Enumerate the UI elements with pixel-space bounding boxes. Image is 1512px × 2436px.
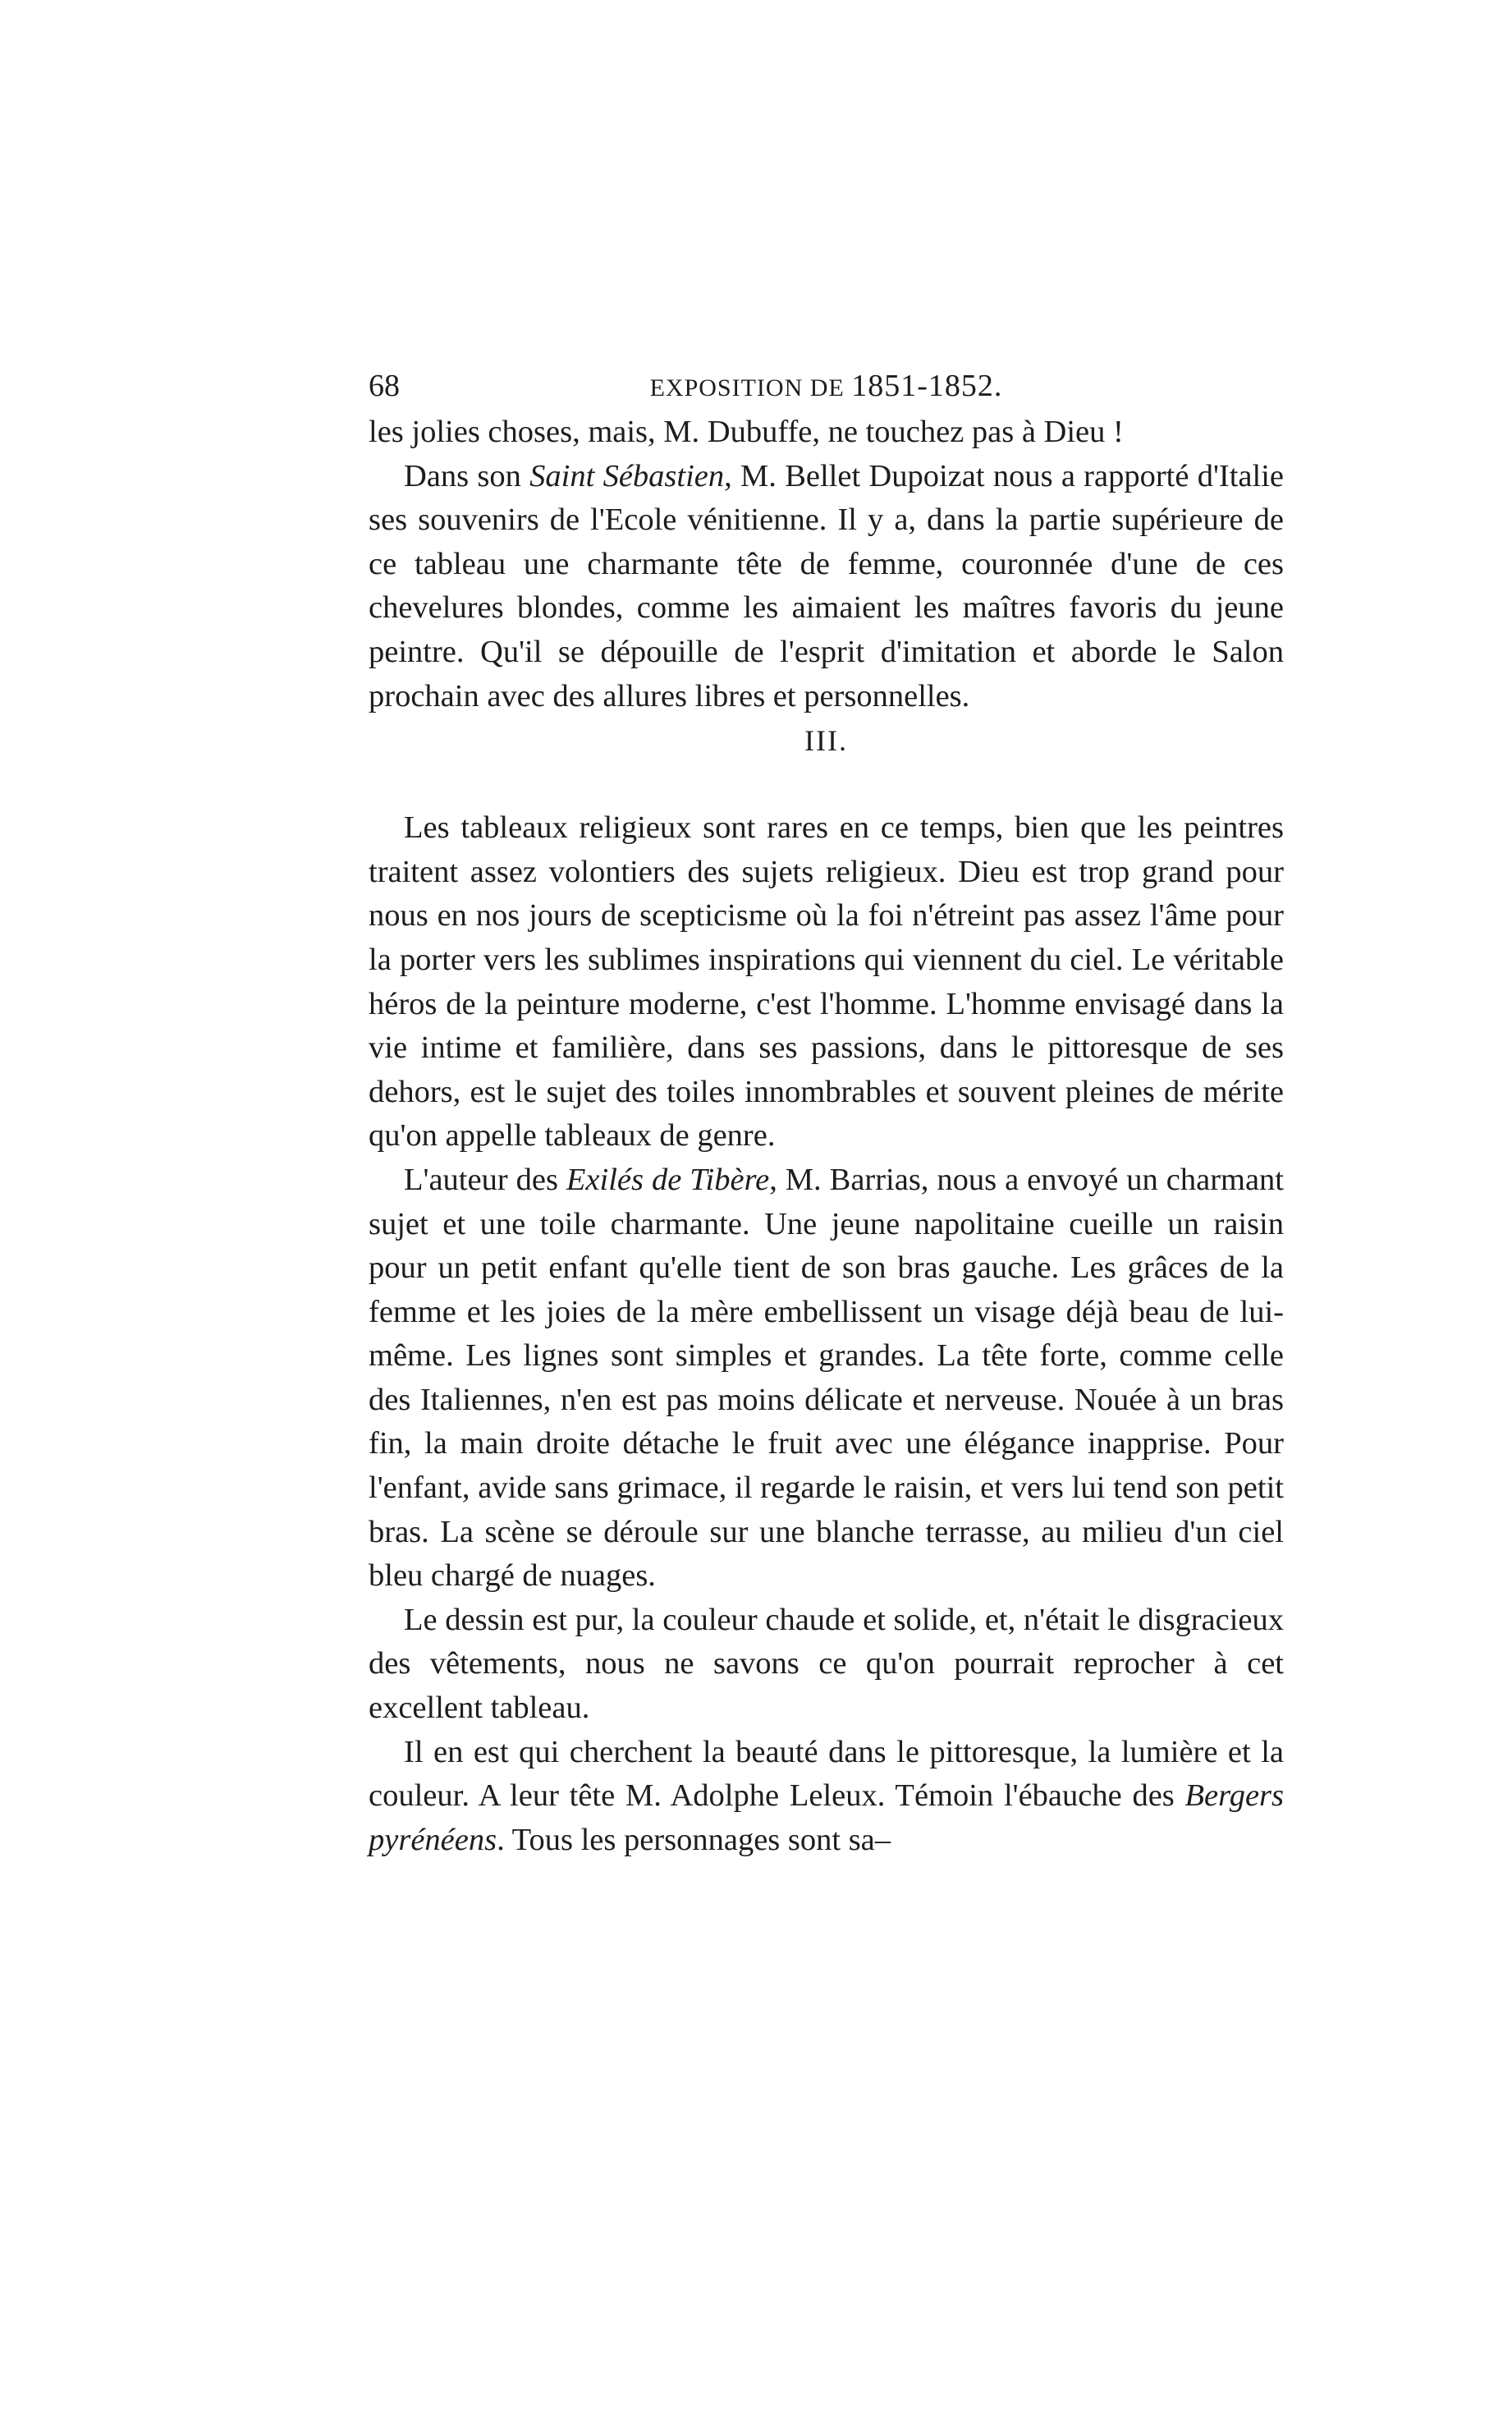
paragraph-text: Dans son [404, 458, 530, 493]
paragraph-text: Les tableaux religieux sont rares en ce temps, bien que les peintres traitent assez volontiers des sujets religieux. Dieu est trop grand pour nous en nos jours de scepticisme où la foi n'étreint pas assez l'âme pour la porter vers les sublimes inspirations qui viennent du ciel. Le véritable héros de la peinture moderne, c'est l'homme. L'homme envisagé dans la vie intime et familière, dans ses passions, dans le pittoresque de ses dehors, est le sujet des toiles innombrables et souvent pleines de mérite qu'on appelle tableaux de genre. [369, 810, 1284, 1154]
section-heading: III. [804, 724, 848, 758]
paragraph-text: L'auteur des [404, 1162, 566, 1197]
paragraph [369, 1731, 1284, 1863]
page-number: 68 [369, 369, 400, 403]
paragraph-text: les jolies choses, mais, M. Dubuffe, ne touchez pas à Dieu ! [369, 415, 1124, 449]
paragraph [369, 455, 1284, 719]
paragraph [369, 1599, 1284, 1731]
paragraph-text: . Tous les personnages sont sa– [497, 1822, 891, 1857]
running-head-title: EXPOSITION DE [649, 374, 852, 401]
artwork-title: Bergers pyrénéens [369, 1778, 1284, 1857]
running-head-years: 1851-1852. [851, 369, 1003, 403]
paragraph [369, 411, 1284, 455]
artwork-title: Exilés de Tibère [566, 1162, 770, 1197]
paragraph [369, 806, 1284, 1158]
artwork-title: Saint Sébastien [529, 458, 725, 493]
paragraph-text: Le dessin est pur, la couleur chaude et solide, et, n'était le disgracieux des vêtements, nous ne savons ce qu'on pourrait reprocher à cet excellent tableau. [369, 1602, 1284, 1726]
paragraph-text: Il en est qui cherchent la beauté dans le pittoresque, la lumière et la couleur. A leur tête M. Adolphe Leleux. Témoin l'ébauche des [369, 1734, 1284, 1814]
paragraph-text: , M. Barrias, nous a envoyé un charmant sujet et une toile charmante. Une jeune napolitaine cueille un raisin pour un petit enfant qu'elle tient de son bras gauche. Les grâces de la femme et les joies de la mère embellissent un visage déjà beau de lui-même. Les lignes sont simples et grandes. La tête forte, comme celle des Italiennes, n'en est pas moins délicate et nerveuse. Nouée à un bras fin, la main droite détache le fruit avec une élégance inapprise. Pour l'enfant, avide sans grimace, il regarde le raisin, et vers lui tend son petit bras. La scène se déroule sur une blanche terrasse, au milieu d'un ciel bleu chargé de nuages. [369, 1162, 1284, 1594]
running-head [369, 361, 1284, 413]
paragraph-text: , M. Bellet Dupoizat nous a rapporté d'Italie ses souvenirs de l'Ecole vénitienne. Il y a, dans la partie supérieure de ce tableau une charmante tête de femme, couronnée d'une de ces chevelures blondes, comme les aimaient les maîtres favoris du jeune peintre. Qu'il se dépouille de l'esprit d'imitation et aborde le Salon prochain avec des allures libres et personnelles. [369, 458, 1285, 713]
page-header [369, 361, 1284, 411]
paragraph [369, 1158, 1284, 1599]
body-text [369, 411, 1284, 1862]
